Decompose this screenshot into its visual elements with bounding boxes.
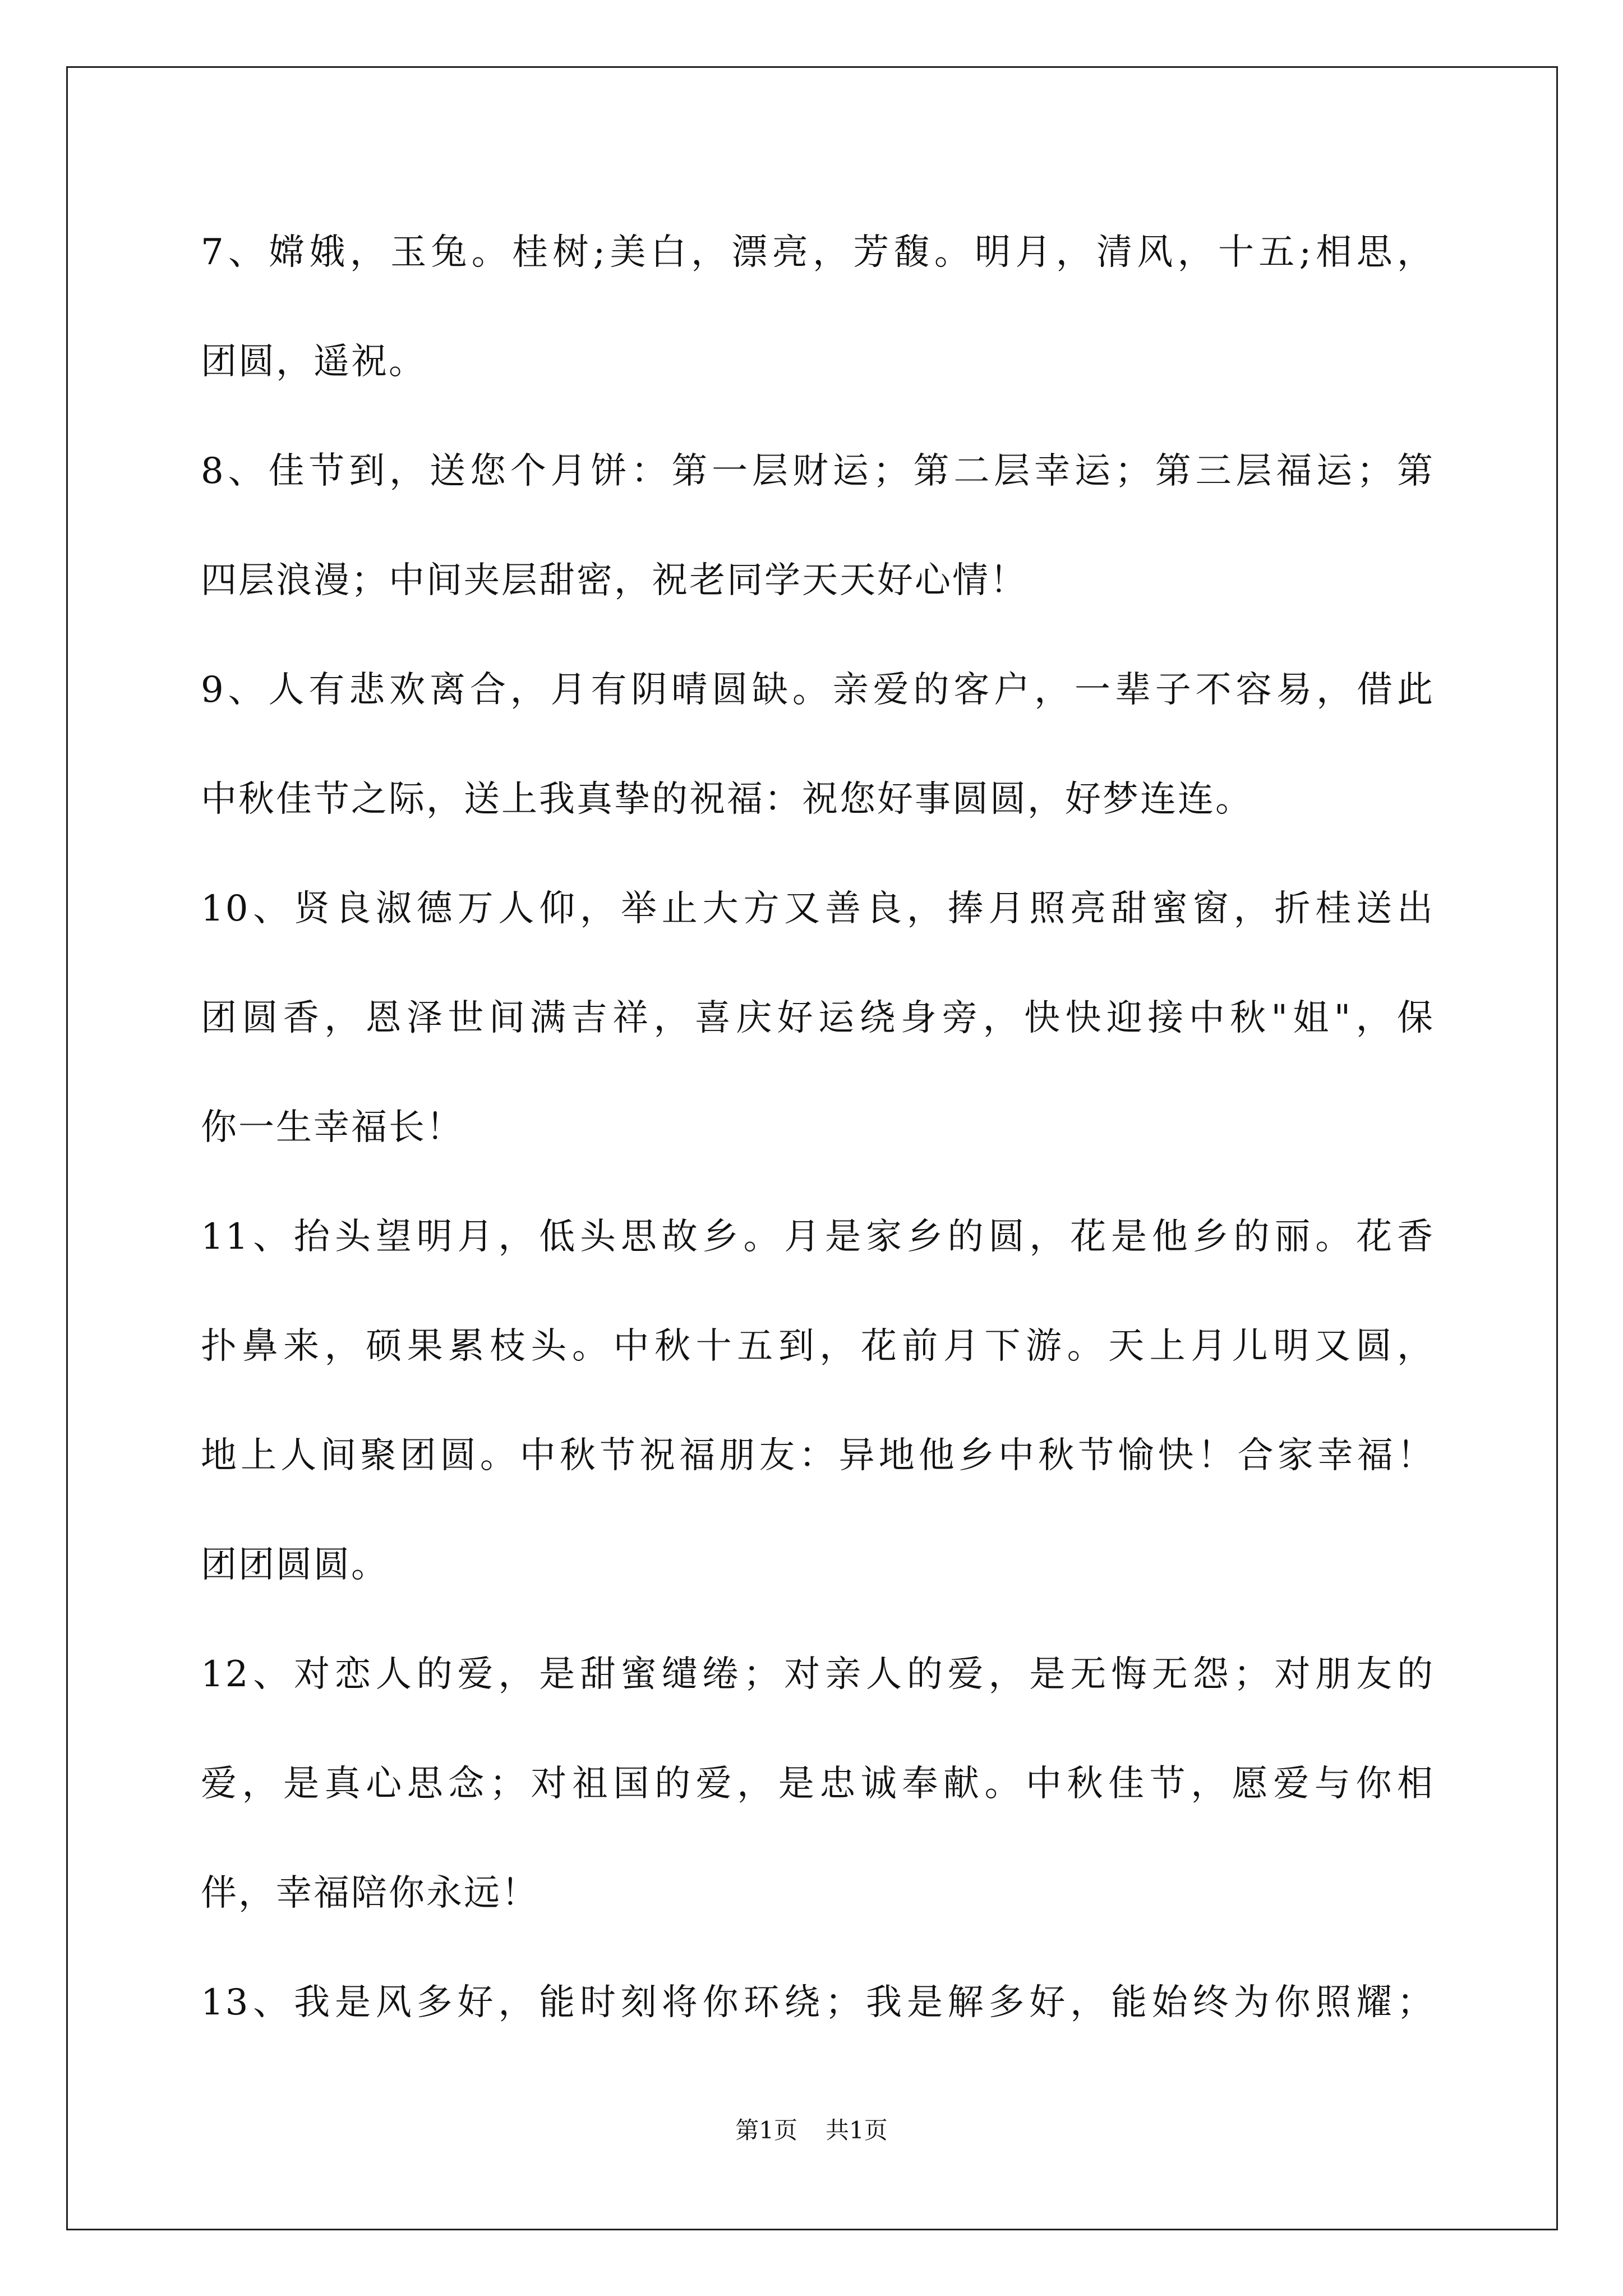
paragraph-line: 9、人有悲欢离合，月有阴晴圆缺。亲爱的客户，一辈子不容易，借此 <box>201 669 1435 711</box>
paragraph-line: 中秋佳节之际，送上我真挚的祝福：祝您好事圆圆，好梦连连。 <box>201 779 1253 820</box>
paragraph-line: 团团圆圆。 <box>201 1544 389 1586</box>
paragraph-line: 7、嫦娥，玉兔。桂树;美白，漂亮，芳馥。明月，清风，十五;相思， <box>201 232 1435 273</box>
paragraph-line: 伴，幸福陪你永远！ <box>201 1872 539 1914</box>
paragraph-line: 11、抬头望明月，低头思故乡。月是家乡的圆，花是他乡的丽。花香 <box>201 1216 1435 1258</box>
paragraph-line: 你一生幸福长！ <box>201 1107 464 1148</box>
paragraph-line: 爱，是真心思念；对祖国的爱，是忠诚奉献。中秋佳节，愿爱与你相 <box>201 1763 1435 1805</box>
paragraph-line: 13、我是风多好，能时刻将你环绕；我是解多好，能始终为你照耀； <box>201 1982 1435 2023</box>
paragraph-line: 团圆香，恩泽世间满吉祥，喜庆好运绕身旁，快快迎接中秋"姐"，保 <box>201 997 1435 1039</box>
paragraph-line: 10、贤良淑德万人仰，举止大方又善良，捧月照亮甜蜜窗，折桂送出 <box>201 888 1435 930</box>
page-number: 第1页 <box>735 2116 797 2144</box>
paragraph-line: 扑鼻来，硕果累枝头。中秋十五到，花前月下游。天上月儿明又圆， <box>201 1326 1435 1367</box>
paragraph-line: 四层浪漫；中间夹层甜密，祝老同学天天好心情！ <box>201 560 1027 601</box>
page-total: 共1页 <box>826 2116 888 2144</box>
paragraph-line: 地上人间聚团圆。中秋节祝福朋友：异地他乡中秋节愉快！合家幸福！ <box>201 1435 1435 1476</box>
paragraph-line: 12、对恋人的爱，是甜蜜缱绻；对亲人的爱，是无悔无怨；对朋友的 <box>201 1654 1435 1695</box>
paragraph-line: 团圆，遥祝。 <box>201 341 426 383</box>
page-footer <box>0 2114 1623 2147</box>
paragraph-line: 8、佳节到，送您个月饼：第一层财运；第二层幸运；第三层福运；第 <box>201 450 1435 492</box>
